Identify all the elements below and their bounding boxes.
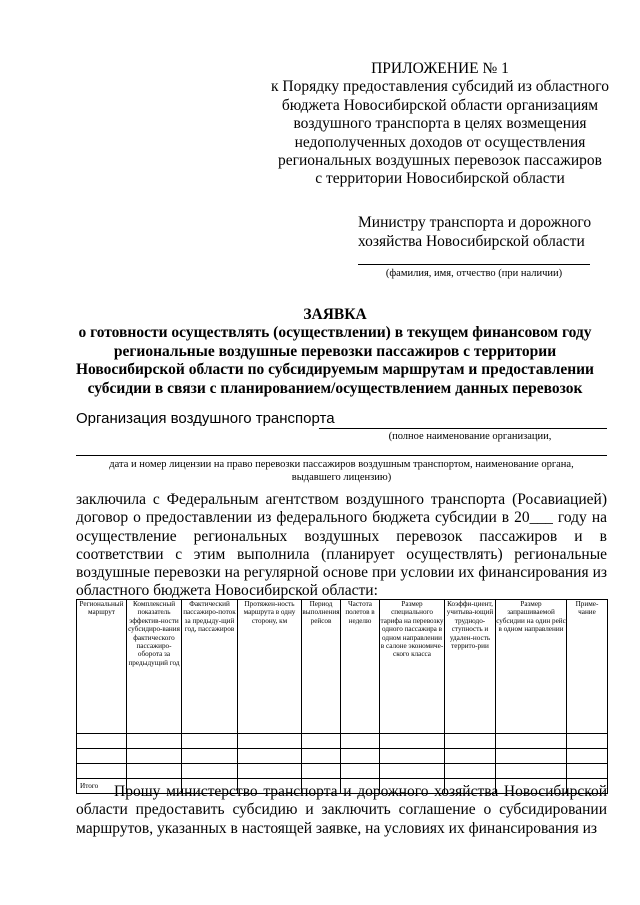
column-header: Региональный маршрут — [77, 600, 127, 734]
table-cell[interactable] — [302, 734, 341, 749]
license-hint-line: выдавшего лицензию) — [291, 472, 392, 483]
paragraph-text: году на осуществление региональных воздушных перевозок пассажиров и в соответствии с этим выполнила (планирует осуществлять) региональные воздушные перевозки на регулярной основе при условии их финансирования из областного бюджета Новосибирской области: — [76, 509, 607, 600]
table-cell[interactable] — [182, 749, 238, 764]
title-line: субсидии в связи с планированием/осуществлением данных перевозок — [87, 379, 583, 397]
column-header: Протяжен-ность маршрута в одну сторону, км — [238, 600, 302, 734]
appendix-line: бюджета Новосибирской области организациям — [281, 96, 599, 114]
table-cell[interactable] — [77, 734, 127, 749]
column-header: Фактический пассажиро-поток за предыду-щий год, пассажиров — [182, 600, 238, 734]
paragraph-text: заключила с Федеральным агентством воздушного транспорта (Росавиацией) договор о предоставлении из федерального бюджета субсидии в 20 — [76, 491, 607, 527]
column-header: Коэффи-циент, учитыва-ющий труднодо-ступность и удален-ность террито-рии — [445, 600, 496, 734]
title-line: Новосибирской области по субсидируемым маршрутам и предоставлении — [76, 361, 594, 379]
table-cell[interactable] — [496, 764, 567, 779]
fio-field-line[interactable] — [358, 264, 590, 265]
table-cell[interactable] — [496, 749, 567, 764]
appendix-line: с территории Новосибирской области — [315, 170, 565, 188]
fio-hint: (фамилия, имя, отчество (при наличии) — [385, 268, 563, 279]
column-header: Размер специального тарифа на перевозку одного пассажира в одном направлении в салоне экономиче-ского класса — [380, 600, 445, 734]
table-cell[interactable] — [341, 764, 380, 779]
routes-table — [76, 599, 608, 794]
table-cell[interactable] — [445, 734, 496, 749]
table-row — [77, 749, 608, 764]
table-cell[interactable] — [77, 749, 127, 764]
table-cell[interactable] — [127, 764, 182, 779]
table-cell[interactable] — [567, 764, 608, 779]
application-title — [40, 306, 630, 398]
table-cell[interactable] — [238, 749, 302, 764]
column-header: Приме-чание — [567, 600, 608, 734]
table-cell[interactable] — [380, 734, 445, 749]
appendix-line: недополученных доходов от осуществления — [294, 133, 586, 151]
organization-name-field[interactable] — [319, 428, 607, 429]
table-cell[interactable] — [127, 749, 182, 764]
appendix-line: воздушного транспорта в целях возмещения — [293, 115, 587, 133]
table-cell[interactable] — [445, 749, 496, 764]
title-line: о готовности осуществлять (осуществлении) в текущем финансовом году — [78, 324, 592, 342]
license-hint-line: дата и номер лицензии на право перевозки пассажиров воздушным транспортом, наименование органа, — [109, 459, 574, 470]
table-cell[interactable] — [302, 749, 341, 764]
table-header-row — [77, 600, 608, 734]
table-cell[interactable] — [380, 749, 445, 764]
title-word: ЗАЯВКА — [303, 306, 367, 323]
table-cell[interactable] — [182, 764, 238, 779]
table-cell[interactable] — [127, 734, 182, 749]
table-cell[interactable] — [77, 764, 127, 779]
table-cell[interactable] — [238, 764, 302, 779]
year-field[interactable]: ___ — [529, 509, 553, 527]
table-cell[interactable] — [496, 734, 567, 749]
table-cell[interactable] — [445, 764, 496, 779]
table-row — [77, 734, 608, 749]
appendix-heading: ПРИЛОЖЕНИЕ № 1 — [371, 60, 509, 77]
table-cell[interactable] — [567, 749, 608, 764]
appendix-line: региональных воздушных перевозок пассажиров — [278, 152, 602, 170]
column-header: Размер запрашиваемой субсидии на один рейс в одном направлении — [496, 600, 567, 734]
column-header: Комплексный показатель эффектив-ности субсидиро-вания фактического пассажиро-оборота за предыдущий год — [127, 600, 182, 734]
appendix-line: к Порядку предоставления субсидий из областного — [270, 78, 610, 96]
contract-paragraph — [76, 491, 607, 601]
table-cell[interactable] — [380, 764, 445, 779]
appendix-block — [255, 60, 625, 189]
table-cell[interactable] — [341, 734, 380, 749]
table-row — [77, 764, 608, 779]
column-header: Период выполнения рейсов — [302, 600, 341, 734]
license-field[interactable] — [76, 455, 607, 456]
total-label: Итого — [77, 779, 127, 794]
addressee-line: Министру транспорта и дорожного — [358, 214, 592, 231]
title-line: региональные воздушные перевозки пассажиров с территории — [113, 342, 557, 360]
table-cell[interactable] — [567, 734, 608, 749]
table-cell[interactable] — [238, 734, 302, 749]
addressee-line: хозяйства Новосибирской области — [358, 232, 585, 250]
addressee-block — [358, 214, 628, 251]
license-hint — [76, 458, 607, 484]
column-header: Частота полетов в неделю — [341, 600, 380, 734]
request-paragraph: Прошу министерство транспорта и дорожного хозяйства Новосибирской области предоставить субсидию и заключить соглашение о субсидировании маршрутов, указанных в настоящей заявке, на условиях их финансирования из — [76, 783, 607, 837]
table-cell[interactable] — [302, 764, 341, 779]
table-cell[interactable] — [182, 734, 238, 749]
organization-label: Организация воздушного транспорта — [76, 410, 335, 427]
organization-hint: (полное наименование организации, — [388, 431, 552, 442]
table-cell[interactable] — [341, 749, 380, 764]
